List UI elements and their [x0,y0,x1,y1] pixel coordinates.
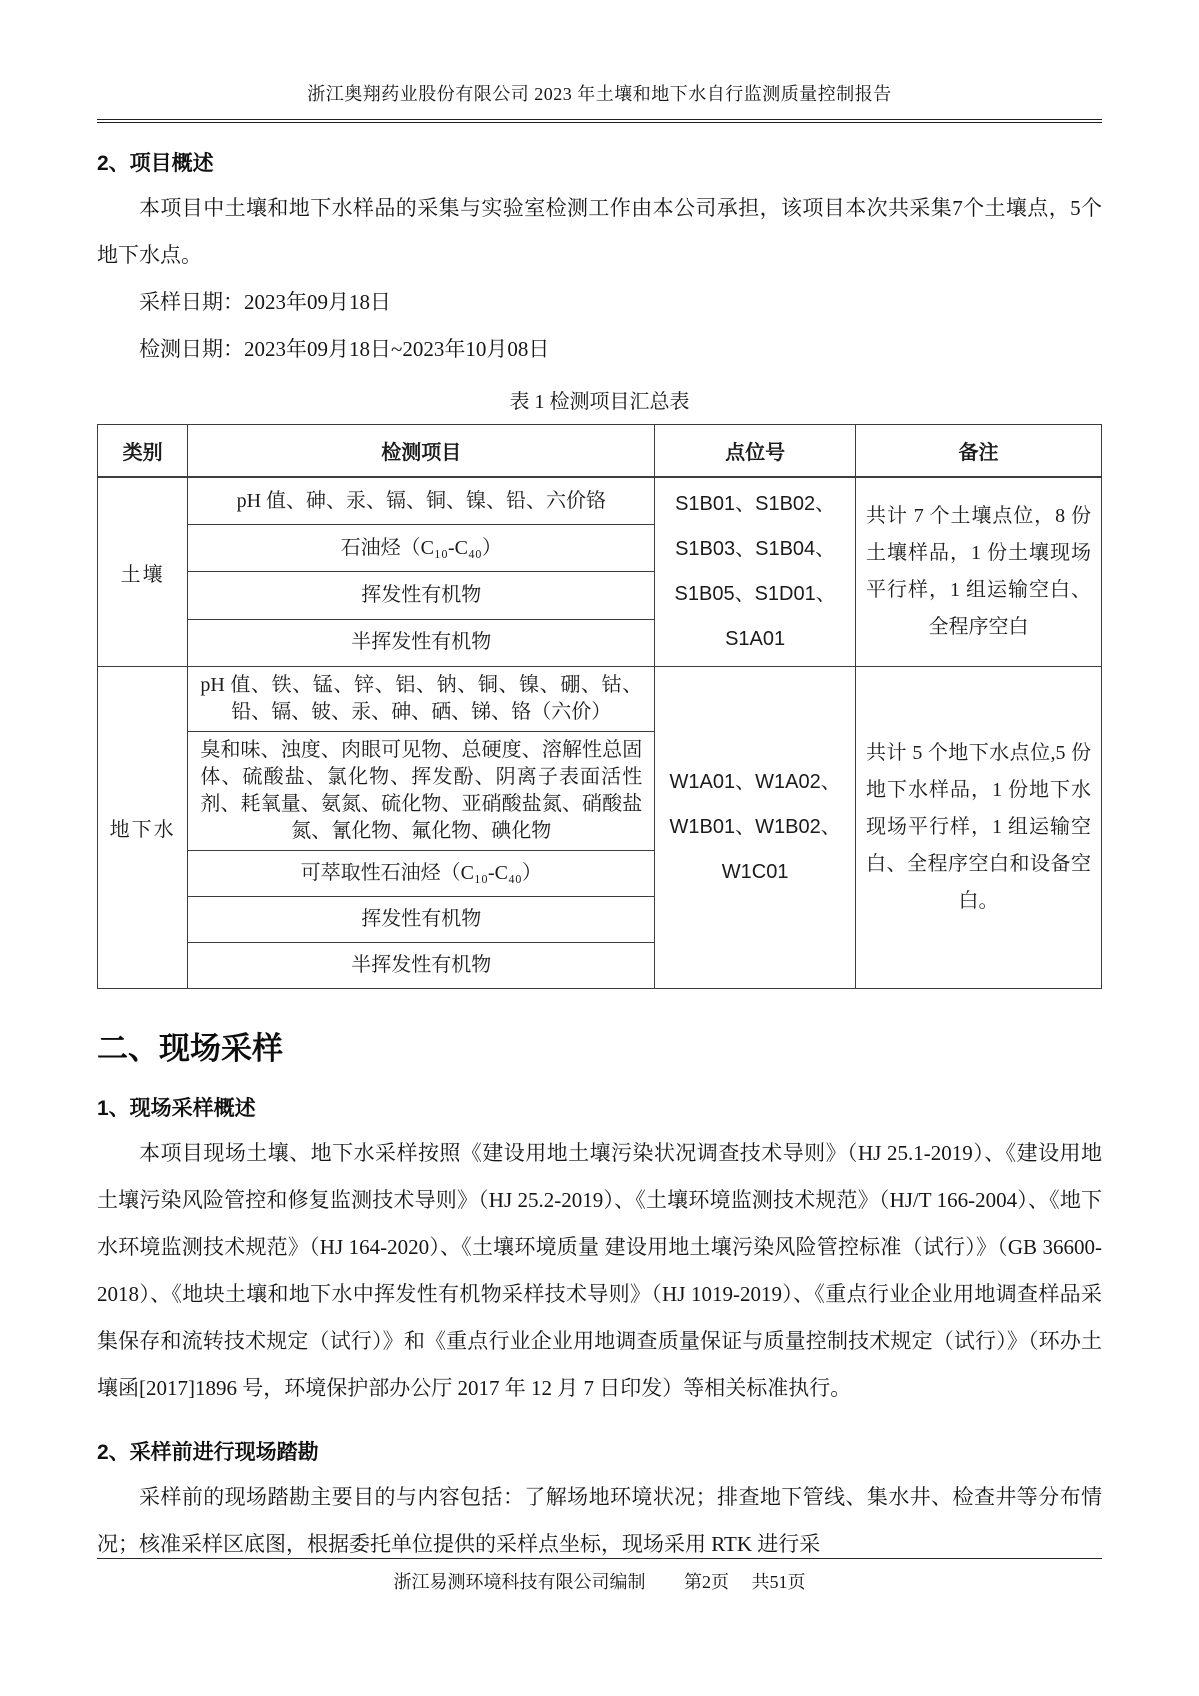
groundwater-item-petroleum: 可萃取性石油烃（C₁₀-C₄₀） [188,851,655,897]
footer-page-number: 第2页 [684,1572,729,1592]
table-header-row [98,425,1102,478]
sub-heading-site-reconnaissance: 2、采样前进行现场踏勘 [97,1441,319,1464]
category-cell-groundwater: 地下水 [98,667,188,989]
footer-total-pages: 共51页 [751,1572,806,1592]
col-header-items: 检测项目 [188,425,655,478]
col-header-category: 类别 [98,425,188,478]
sub-heading-sampling-overview: 1、现场采样概述 [97,1097,256,1120]
groundwater-item-voc: 挥发性有机物 [188,897,655,943]
col-header-remark: 备注 [856,425,1102,478]
groundwater-item-svoc: 半挥发性有机物 [188,943,655,989]
sampling-overview-paragraph: 本项目现场土壤、地下水采样按照《建设用地土壤污染状况调查技术导则》（HJ 25.1-2019）、《建设用地土壤污染风险管控和修复监测技术导则》（HJ 25.2-2019）、《土壤环境监测技术规范》（HJ/T 166-2004）、《地下水环境监测技术规范》（HJ 164-2020）、《土壤环境质量 建设用地土壤污染风险管控标准（试行）》（GB 36600-2018）、《地块土壤和地下水中挥发性有机物采样技术导则》（HJ 1019-2019）、《重点行业企业用地调查样品采集保存和流转技术规定（试行）》和《重点行业企业用地调查质量保证与质量控制技术规定（试行）》（环办土壤函[2017]1896 号，环境保护部办公厅 2017 年 12 月 7 日印发）等相关标准执行。 [97,1141,1102,1400]
soil-remark-cell: 共计 7 个土壤点位，8 份土壤样品，1 份土壤现场平行样，1 组运输空白、全程序空白 [856,477,1102,667]
soil-points-cell: S1B01、S1B02、S1B03、S1B04、S1B05、S1D01、S1A01 [655,477,856,667]
soil-item-petroleum: 石油烃（C₁₀-C₄₀） [188,525,655,572]
groundwater-remark-cell: 共计 5 个地下水点位,5 份地下水样品，1 份地下水现场平行样，1 组运输空白、全程序空白和设备空白。 [856,667,1102,989]
soil-item-metals: pH 值、砷、汞、镉、铜、镍、铅、六价铬 [188,477,655,525]
page-header [97,80,1102,123]
table-row-groundwater-1 [98,667,1102,732]
soil-item-voc: 挥发性有机物 [188,572,655,619]
report-header-title: 浙江奥翔药业股份有限公司 2023 年土壤和地下水自行监测质量控制报告 [307,84,892,104]
table1-caption: 表 1 检测项目汇总表 [509,391,690,413]
site-reconnaissance-paragraph: 采样前的现场踏勘主要目的与内容包括：了解场地环境状况；排查地下管线、集水井、检查井等分布情况；核准采样区底图，根据委托单位提供的采样点坐标，现场采用 RTK 进行采 [97,1485,1102,1556]
section-field-sampling-heading: 二、现场采样 [97,1031,283,1066]
sampling-date-line: 采样日期：2023年09月18日 [139,290,391,314]
table-row-soil-1 [98,477,1102,525]
detection-items-table [97,424,1102,989]
groundwater-item-metals: pH 值、铁、锰、锌、铝、钠、铜、镍、硼、钴、铅、镉、铍、汞、砷、硒、锑、铬（六价） [188,667,655,732]
section-overview-heading: 2、项目概述 [97,152,214,175]
category-cell-soil: 土壤 [98,477,188,667]
content-area [97,147,1102,1568]
groundwater-points-cell: W1A01、W1A02、W1B01、W1B02、W1C01 [655,667,856,989]
col-header-points: 点位号 [655,425,856,478]
page-footer [97,1558,1102,1594]
footer-compiler: 浙江易测环境科技有限公司编制 [393,1572,646,1592]
overview-paragraph: 本项目中土壤和地下水样品的采集与实验室检测工作由本公司承担，该项目本次共采集7个土壤点，5个地下水点。 [97,196,1102,267]
groundwater-item-general: 臭和味、浊度、肉眼可见物、总硬度、溶解性总固体、硫酸盐、氯化物、挥发酚、阴离子表面活性剂、耗氧量、氨氮、硫化物、亚硝酸盐氮、硝酸盐氮、氰化物、氟化物、碘化物 [188,732,655,851]
testing-date-line: 检测日期：2023年09月18日~2023年10月08日 [139,337,550,361]
soil-item-svoc: 半挥发性有机物 [188,619,655,666]
